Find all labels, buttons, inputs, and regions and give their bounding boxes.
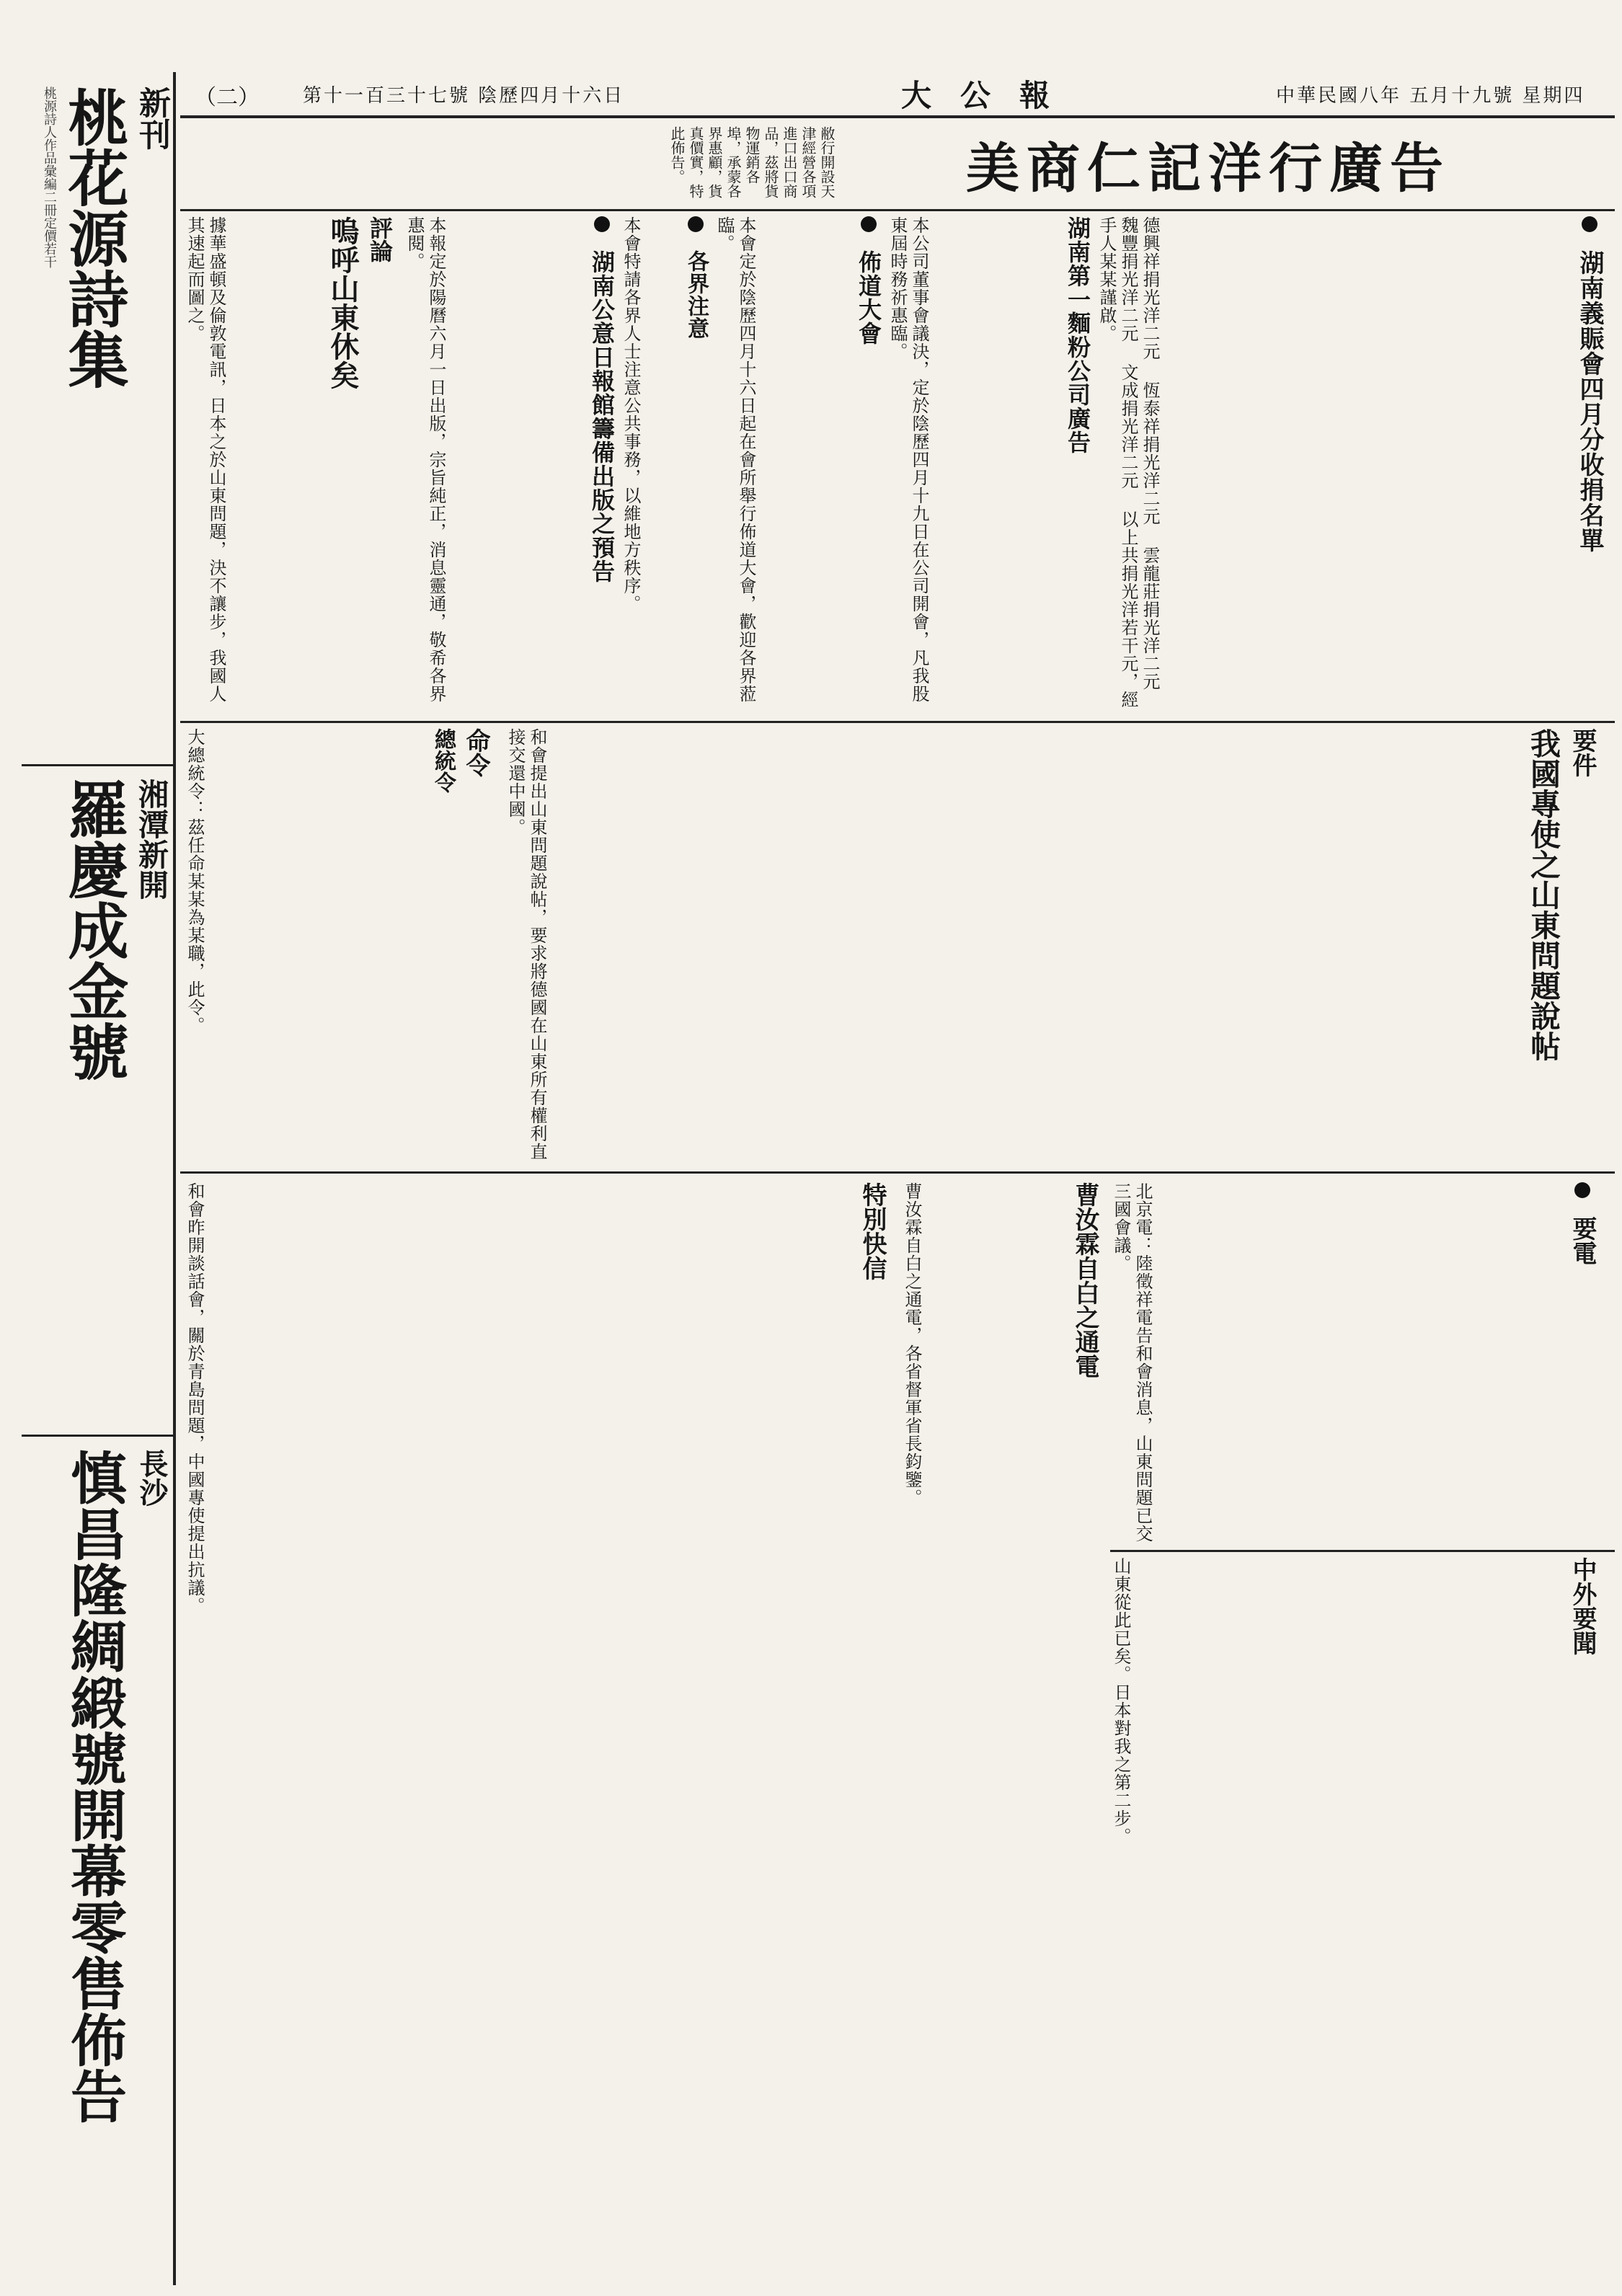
cao-section <box>901 1182 1103 2278</box>
special-title: 特別快信 <box>858 1182 887 1280</box>
orders-title: 命令 <box>461 728 490 777</box>
foreign-body: 山東從此已矣。日本對我之第二步。 <box>1111 1557 1131 1845</box>
left-ad-poetry <box>22 87 173 757</box>
telegraph-section <box>1110 1182 1600 1543</box>
notice-body: 本會特請各界人士注意公共事務，以維地方秩序。 <box>621 216 641 613</box>
flour-body: 本公司董事會議決，定於陰歷四月十九日在公司開會，凡我股東屆時務祈惠臨。 <box>887 216 929 703</box>
left-ad-poetry-text: 桃源詩人作品彙編二冊定價若干 <box>42 87 57 268</box>
left-column-rule <box>173 72 176 2285</box>
left-ad-poetry-label: 新刊 <box>133 87 170 150</box>
orders-section <box>184 728 494 1164</box>
commentary-subtitle: 嗚呼山東休矣 <box>326 216 360 389</box>
cao-body: 曹汝霖自白之通電，各省督軍省長鈞鑒。 <box>902 1182 922 1507</box>
gazette-body: 本報定於陽曆六月一日出版，宗旨純正，消息靈通，敬希各界惠閱。 <box>404 216 446 703</box>
masthead-title: 大公報 <box>901 78 1079 113</box>
page-number: （二） <box>195 85 260 110</box>
church-bullet-icon <box>861 216 877 232</box>
notice-bullet-icon <box>688 216 704 232</box>
relief-bullet-icon <box>1582 216 1597 232</box>
relief-title: 湖南義賑會四月分收捐名單 <box>1575 250 1604 553</box>
left-ad-gold-label: 湘潭新開 <box>134 779 169 900</box>
telegraph-body: 北京電：陸徵祥電告和會消息，山東問題已交三國會議。 <box>1111 1182 1153 1543</box>
flour-section <box>887 216 1089 714</box>
envoy-subtitle: 我國專使之山東問題說帖 <box>1526 728 1561 1061</box>
gazette-bullet-icon <box>594 216 610 232</box>
special-section <box>184 1182 890 1817</box>
commentary-body: 據華盛頓及倫敦電訊，日本之於山東問題，決不讓步，我國人其速起而圖之。 <box>185 216 226 703</box>
envoy-body: 和會提出山東問題說帖，要求將德國在山東所有權利直接交還中國。 <box>505 728 547 1161</box>
foreign-section <box>1110 1557 1600 2278</box>
top-ad-title: 美商仁記洋行廣告 <box>966 138 1450 200</box>
special-body: 和會昨開談話會，關於青島問題，中國專使提出抗議。 <box>185 1182 205 1615</box>
orders-body: 大總統令：茲任命某某為某職，此令。 <box>185 728 205 1034</box>
relief-body: 德興祥捐光洋二元 恆泰祥捐光洋二元 雲龍莊捐光洋二元 魏豐捐光洋二元 文成捐光洋二元 以上共捐光洋若干元，經手人某某謹啟。 <box>1096 216 1160 709</box>
orders-subtitle: 總統令 <box>430 728 456 793</box>
envoy-section <box>505 728 1600 1164</box>
church-title: 佈道大會 <box>855 250 882 345</box>
left-ad-silk-title: 慎昌隆綢緞號開幕零售佈告 <box>61 1449 127 2124</box>
upper-section-rule <box>180 721 1615 723</box>
church-body: 本會定於陰歷四月十六日起在會所舉行佈道大會，歡迎各界蒞臨。 <box>714 216 756 703</box>
top-ad-bottom-rule <box>180 209 1615 211</box>
left-ad-divider-1 <box>22 764 174 766</box>
flour-title: 湖南第一麵粉公司廣告 <box>1064 216 1091 454</box>
cao-title: 曹汝霖自白之通電 <box>1071 1182 1099 1378</box>
notice-title: 各界注意 <box>683 250 709 340</box>
church-section <box>714 216 882 714</box>
commentary-section <box>184 216 396 714</box>
top-ad-text: 敝行開設天津經營各項進口出口商品，茲將貨物運銷各埠，承蒙各界惠顧，貨真價實，特此佈告。 <box>668 126 836 198</box>
commentary-title: 評論 <box>366 216 394 262</box>
left-ad-silk-label: 長沙 <box>135 1449 169 1507</box>
top-ad-body <box>260 126 836 205</box>
relief-section <box>1096 216 1604 714</box>
lower-section-rule <box>1110 1550 1615 1552</box>
header-right-date: 第十一百三十七號 陰歷四月十六日 <box>303 85 625 107</box>
left-ad-silk <box>22 1449 173 2278</box>
gazette-title: 湖南公意日報館籌備出版之預告 <box>588 250 616 583</box>
header-left-date: 中華民國八年 五月十九號 星期四 <box>1276 85 1585 107</box>
left-ad-gold-title: 羅慶成金號 <box>58 779 130 1081</box>
left-ad-poetry-title: 桃花源詩集 <box>58 87 130 389</box>
notice-section <box>620 216 709 714</box>
header-band <box>180 72 1615 118</box>
foreign-title: 中外要聞 <box>1568 1557 1597 1655</box>
envoy-title: 要件 <box>1568 728 1597 777</box>
gazette-section <box>404 216 616 714</box>
left-ad-divider-2 <box>22 1435 174 1437</box>
telegraph-title: 要電 <box>1568 1216 1597 1265</box>
middle-section-rule <box>180 1171 1615 1174</box>
left-ad-gold <box>22 779 173 1427</box>
telegraph-bullet-icon <box>1574 1182 1590 1198</box>
